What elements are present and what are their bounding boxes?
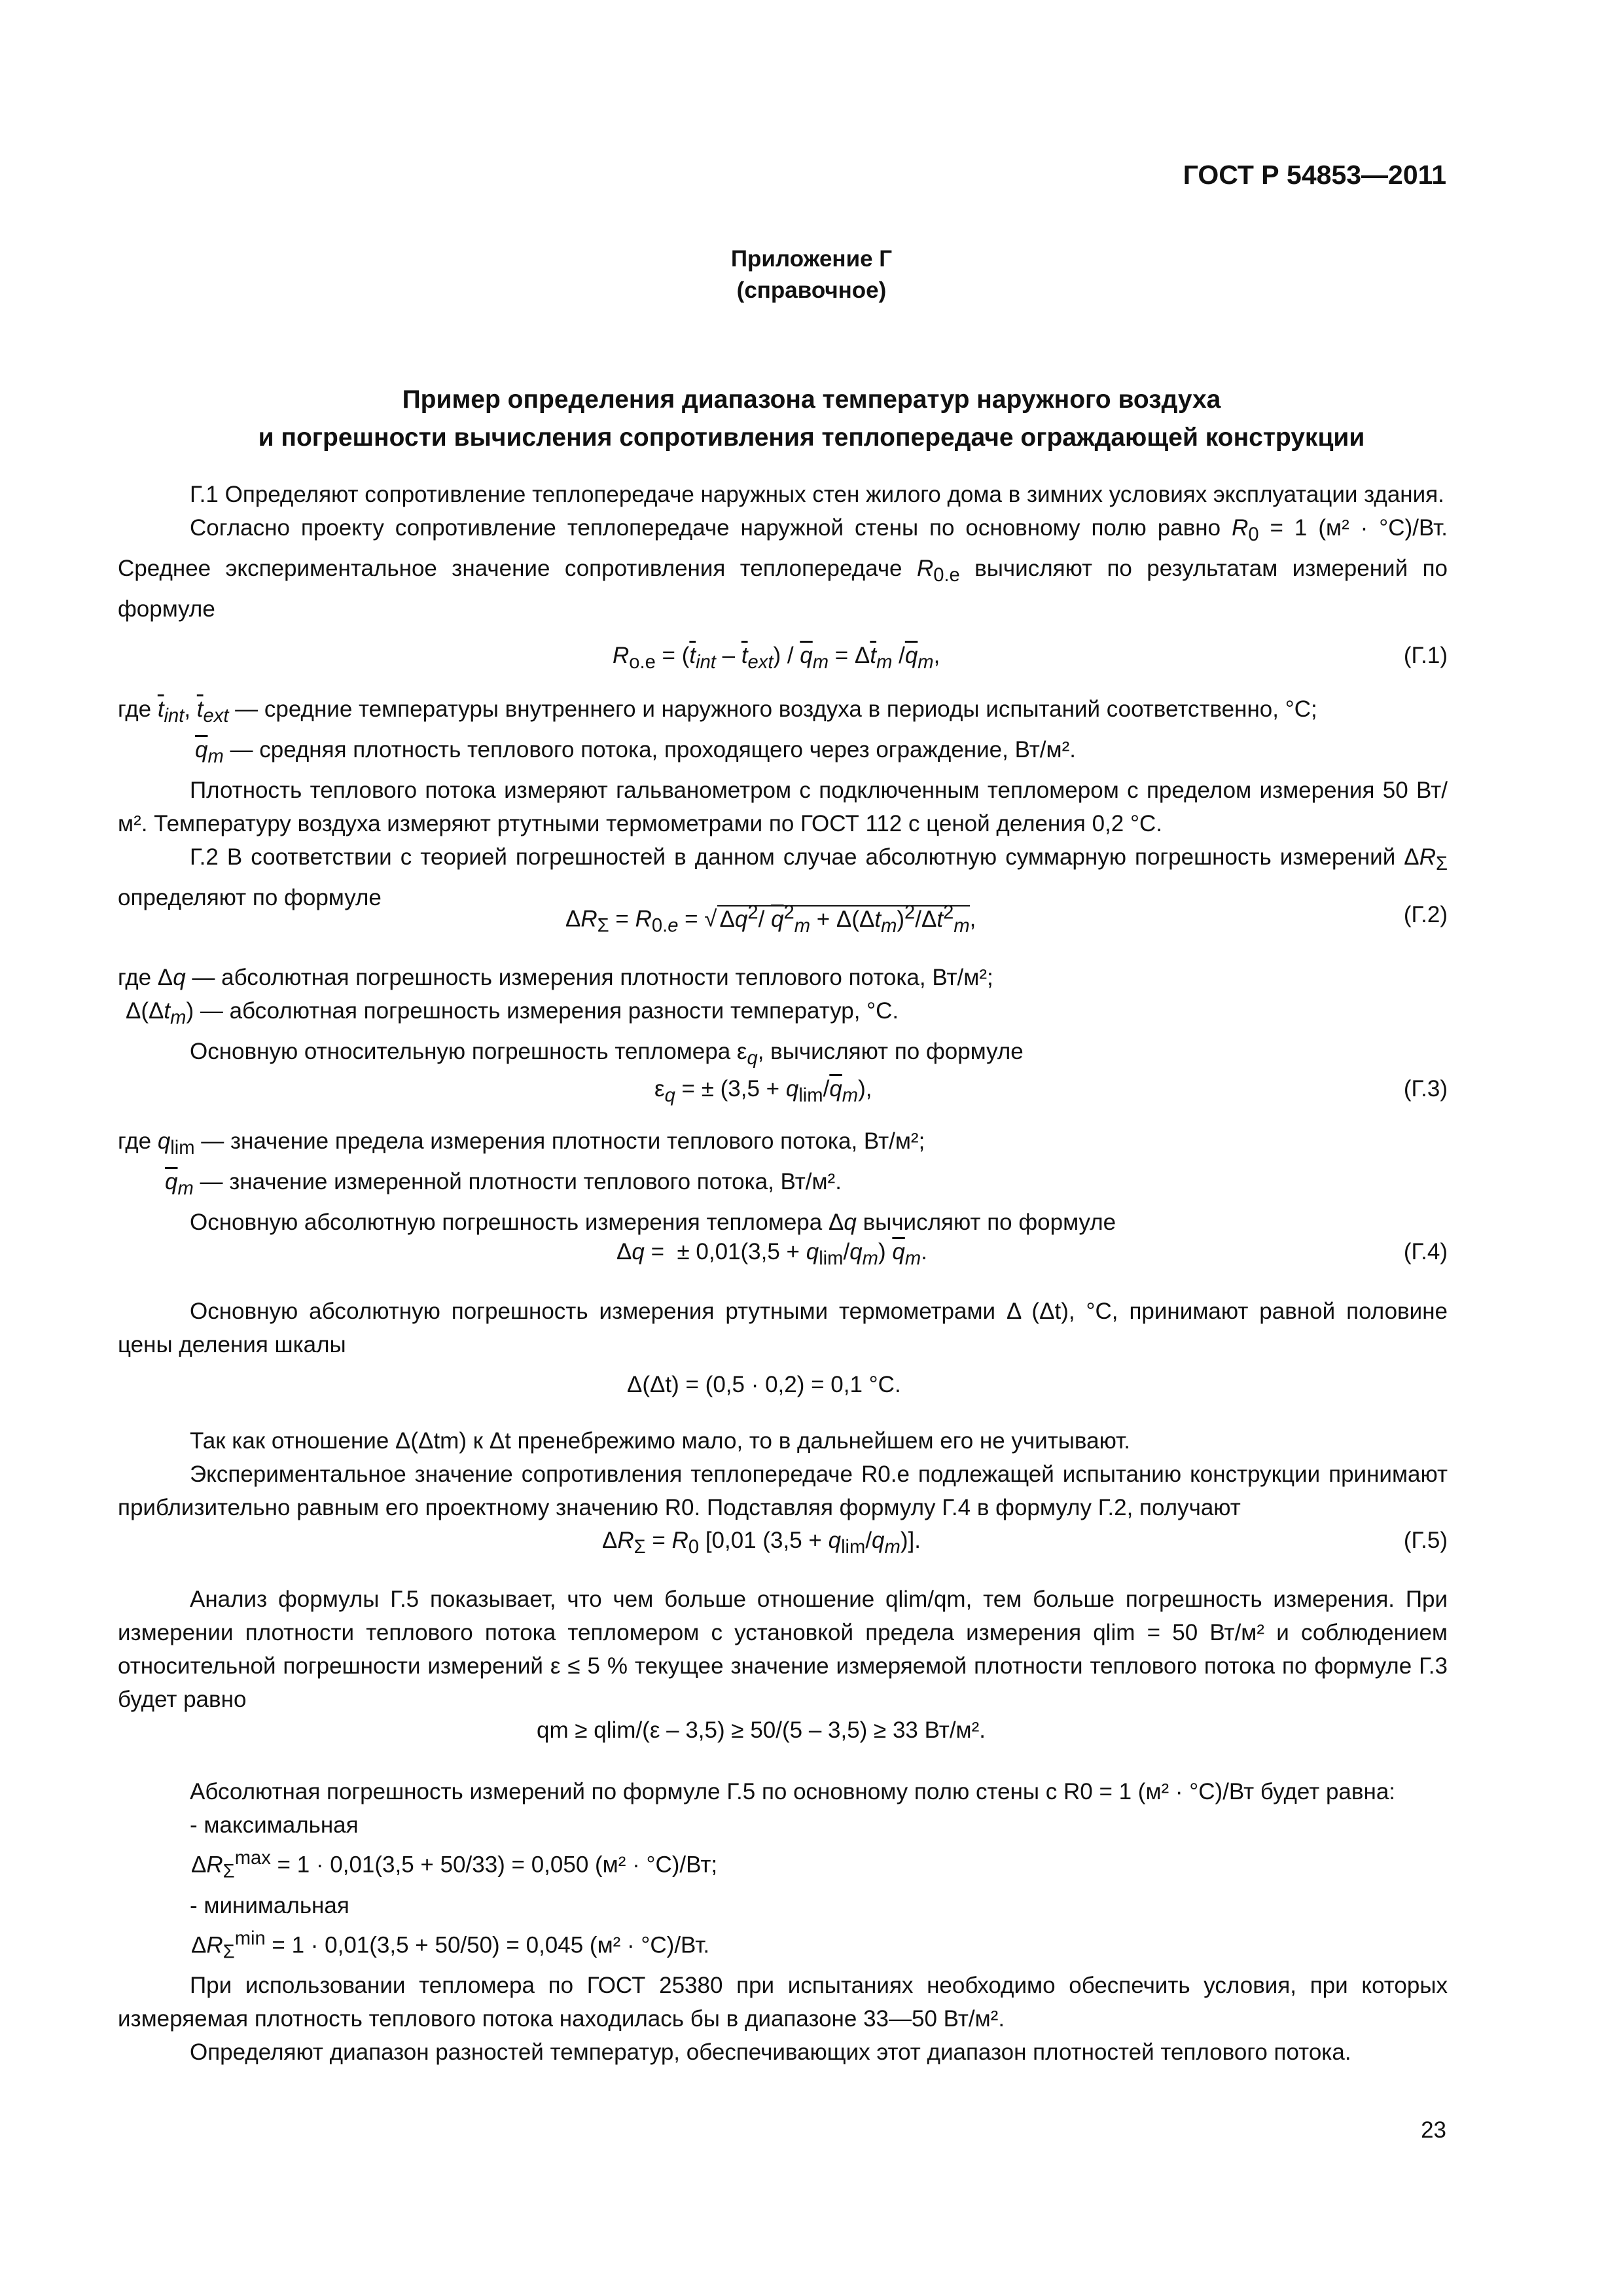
- paragraph-block-7: [118, 1583, 1448, 1716]
- formula-delta-t: Δ(Δt) = (0,5 · 0,2) = 0,1 °С.: [627, 1372, 901, 1397]
- paragraph-substitution: Экспериментальное значение сопротивления теплопередаче R0.e подлежащей испытанию конструкции принимают приблизительно равным его проектному значению R0. Подставляя формулу Г.4 в формулу Г.2, получают: [118, 1462, 1448, 1520]
- max-label: - максимальная: [190, 1812, 359, 1838]
- formula-g4: Δq = ± $0,01(3,5 + q_{lim}/q_m)$ $\overline{q}_m$.: [616, 1239, 927, 1269]
- min-label: - минимальная: [190, 1892, 349, 1918]
- max-formula: $\Delta R_\Sigma^{max} = 1 \cdot 0,01(3,5 + 50/33) = 0,050$ (м² · °С)/Вт;: [191, 1848, 718, 1882]
- where-delta-q: где Δq — абсолютная погрешность измерения плотности теплового потока, Вт/м²;: [118, 965, 993, 990]
- formula-g5: $\Delta R_\Sigma = R_0$ [0,01 $(3,5 + q_{lim}/q_m)$].: [602, 1528, 921, 1558]
- paragraph-thermometer-error: Основную абсолютную погрешность измерения ртутными термометрами Δ (Δt), °С, принимают равной половине цены деления шкалы: [118, 1299, 1448, 1357]
- formula-g1-number: (Г.1): [1403, 643, 1448, 668]
- paragraph-relative-error: Основную относительную погрешность тепломера $\varepsilon_q$, вычисляют по формуле: [190, 1039, 1024, 1069]
- min-formula: $\Delta R_\Sigma^{min} = 1 \cdot 0,01(3,5 + 50/50) = 0,045$ (м² · °С)/Вт.: [191, 1928, 710, 1963]
- formula-g4-number: (Г.4): [1403, 1239, 1448, 1265]
- title-line-2: и погрешности вычисления сопротивления теплопередаче ограждающей конструкции: [258, 423, 1365, 452]
- paragraph-absolute-result: Абсолютная погрешность измерений по формуле Г.5 по основному полю стены с R0 = 1 (м² · °С)/Вт будет равна:: [190, 1779, 1396, 1804]
- section-title: [118, 381, 1505, 457]
- where-delta-t: $\Delta(\Delta t_m)$ — абсолютная погрешность измерения разности температур, °С.: [126, 998, 899, 1028]
- formula-g3: $\varepsilon_q$ = ± $(3,5 + q_{lim}/\overline{q}_m)$,: [654, 1076, 872, 1106]
- formula-qm: qm ≥ qlim/(ε – 3,5) ≥ 50/(5 – 3,5) ≥ 33 Вт/м².: [537, 1717, 986, 1743]
- formula-g1: $R_{o.e} = (\overline{t}_{int} - \overline{t}_{ext}) / \overline{q}_m = \Delta\overline{t}_m$ $/\overline{q}_m$,: [613, 643, 940, 673]
- where-q-lim: где $q_{lim}$ — значение предела измерения плотности теплового потока, Вт/м²;: [118, 1128, 925, 1158]
- where-flux-density: $\overline{q}_m$ — средняя плотность теплового потока, проходящего через ограждение, Вт/м².: [195, 737, 1076, 767]
- paragraph-block-5: [118, 1295, 1448, 1361]
- where-temperatures: где $\overline{t}_{int}$, $\overline{t}_{ext}$ — средние температуры внутреннего и наружного воздуха в периоды испытаний соответственно, °С;: [118, 696, 1317, 726]
- annex-name: Приложение Г: [730, 246, 893, 272]
- paragraph-conditions: При использовании тепломера по ГОСТ 25380 при испытаниях необходимо обеспечить условия, при которых измеряемая плотность теплового потока находилась бы в диапазоне 33—50 Вт/м².: [118, 1973, 1448, 2032]
- formula-g5-number: (Г.5): [1403, 1528, 1448, 1553]
- paragraph-negligible: Так как отношение Δ(Δtm) к Δt пренебрежимо мало, то в дальнейшем его не учитывают.: [190, 1428, 1130, 1454]
- paragraph-block-6: [118, 1424, 1448, 1524]
- document-code: ГОСТ Р 54853—2011: [1183, 160, 1446, 190]
- paragraph-measurement-tools: Плотность теплового потока измеряют гальванометром с подключенным тепломером с пределом измерения 50 Вт/м². Температуру воздуха измеряют ртутными термометрами по ГОСТ 112 с ценой деления 0,2 °С.: [118, 778, 1448, 836]
- paragraph-temperature-range: Определяют диапазон разностей температур, обеспечивающих этот диапазон плотностей теплового потока.: [190, 2039, 1351, 2066]
- paragraph-project-resistance: Согласно проекту сопротивление теплопередаче наружной стены по основному полю равно $R_0 = 1$ (м² · °С)/Вт. Среднее экспериментальное значение сопротивления теплопередаче $R_{0.e}$ вычисляют по результатам измерений по формуле: [118, 515, 1448, 622]
- paragraph-g2: Г.2 В соответствии с теорией погрешностей в данном случае абсолютную суммарную погрешность измерений $\Delta R_\Sigma$ определяют по формуле: [118, 844, 1448, 910]
- title-line-1: Пример определения диапазона температур наружного воздуха: [402, 386, 1221, 414]
- formula-g2: $\Delta R_\Sigma = R_{0.e}$ = √ $\Delta q^2/$ $\overline{q}^2_m + \Delta(\Delta t_m)^2/\Delta t^2_m$,: [565, 902, 976, 937]
- page-number: 23: [1421, 2117, 1446, 2143]
- paragraph-block-4: [118, 1124, 1448, 1239]
- annex-heading: [118, 243, 1505, 306]
- paragraph-block-8: [118, 1775, 1448, 2069]
- paragraph-block-1: [118, 478, 1448, 626]
- annex-kind: (справочное): [736, 278, 887, 303]
- where-q-m: $\overline{q}_m$ — значение измеренной плотности теплового потока, Вт/м².: [165, 1169, 842, 1199]
- formula-g3-number: (Г.3): [1403, 1076, 1448, 1102]
- paragraph-block-3: [118, 961, 1448, 1075]
- paragraph-block-2: [118, 692, 1448, 914]
- paragraph-analysis: Анализ формулы Г.5 показывает, что чем больше отношение qlim/qm, тем больше погрешность измерения. При измерении плотности теплового потока тепломером с установкой предела измерения qlim = 50 Вт/м² и соблюдением относительной погрешности измерений ε ≤ 5 % текущее значение измеряемой плотности теплового потока по формуле Г.3 будет равно: [118, 1587, 1448, 1712]
- paragraph-absolute-error: Основную абсолютную погрешность измерения тепломера Δq вычисляют по формуле: [190, 1210, 1116, 1235]
- formula-g2-number: (Г.2): [1403, 902, 1448, 927]
- paragraph-g1: Г.1 Определяют сопротивление теплопередаче наружных стен жилого дома в зимних условиях эксплуатации здания.: [190, 482, 1444, 507]
